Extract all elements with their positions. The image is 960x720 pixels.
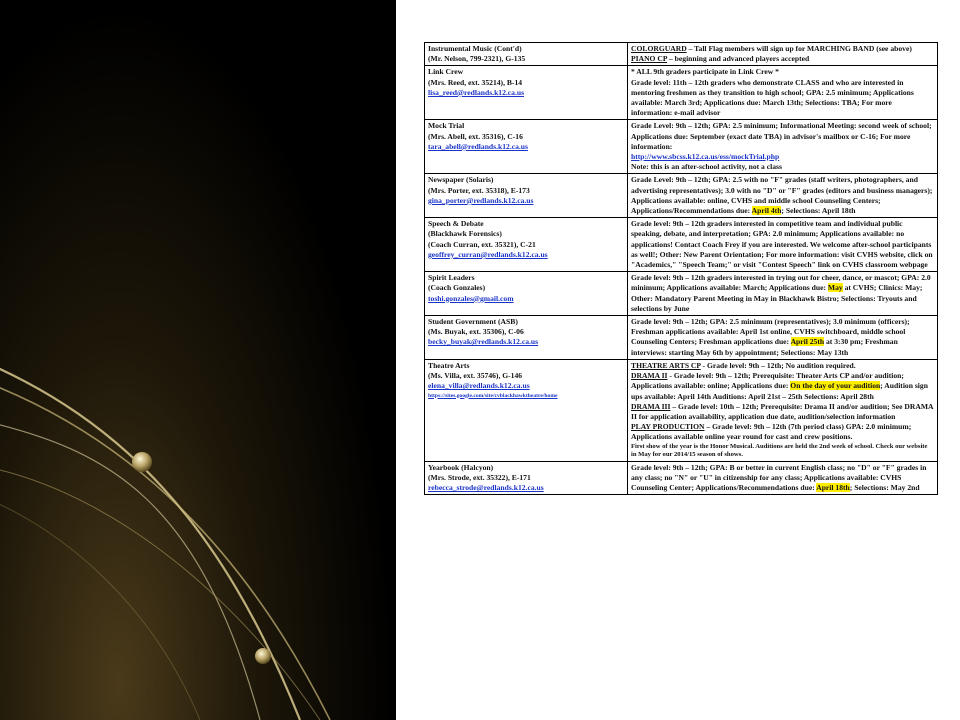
table-row	[425, 218, 938, 272]
activity-info-cell	[425, 43, 628, 66]
highlighted-date: April 25th	[790, 337, 825, 347]
highlighted-date: April 4th	[751, 206, 782, 216]
activity-details-cell	[628, 66, 938, 120]
table-row	[425, 316, 938, 360]
activity-name: Speech & Debate	[428, 219, 484, 229]
table-row	[425, 66, 938, 120]
activity-details-cell	[628, 120, 938, 174]
info-website-link[interactable]: http://www.sbcss.k12.ca.us/ess/mockTrial.php	[631, 152, 780, 162]
advisor-contact: (Mrs. Abell, ext. 35316), C-16	[428, 131, 523, 141]
activity-details-cell	[628, 272, 938, 316]
program-label: DRAMA II	[631, 371, 668, 381]
advisor-contact: (Mrs. Strode, ext. 35322), E-171	[428, 472, 531, 482]
advisor-email-link[interactable]: lisa_reed@redlands.k12.ca.us	[428, 87, 525, 97]
detail-text: ; Selections: May 2nd	[849, 483, 920, 493]
detail-text: ; Selections: April 18th	[781, 206, 856, 216]
activity-info-cell	[425, 359, 628, 461]
highlighted-date: On the day of your audition	[790, 381, 881, 391]
advisor-contact: (Mr. Nelson, 799-2321), G-135	[428, 54, 526, 64]
program-text: - Grade level: 9th – 12th; No audition required.	[700, 360, 856, 370]
program-label: PLAY PRODUCTION	[631, 422, 705, 432]
detail-text: * ALL 9th graders participate in Link Crew *	[631, 67, 779, 77]
program-label: COLORGUARD	[631, 44, 687, 53]
advisor-email-link[interactable]: becky_buyak@redlands.k12.ca.us	[428, 337, 539, 347]
advisor-contact: (Coach Gonzales)	[428, 283, 486, 293]
decorative-curves	[0, 0, 396, 720]
table-row	[425, 359, 938, 461]
activity-name: Theatre Arts	[428, 360, 470, 370]
activity-name: Yearbook (Halcyon)	[428, 462, 494, 472]
document-page	[396, 0, 960, 720]
detail-text: at 3:30 pm; Freshman interviews: starting May 6th by appointment; Selections: May 13th	[631, 337, 898, 357]
activity-info-cell	[425, 120, 628, 174]
note-text: Note: this is an after-school activity, not a class	[631, 162, 782, 172]
program-text: – Grade level: 9th – 12th (7th period class) GPA: 2.0 minimum; Applications available online year round for cast and crew positions.	[631, 422, 912, 442]
activity-info-cell	[425, 174, 628, 218]
activity-name: Newspaper (Solaris)	[428, 175, 494, 185]
program-text: - Grade level: 9th – 12th; Prerequisite: Theater Arts CP and/or audition; Applications available: online; Applications due:	[631, 371, 904, 391]
table-row	[425, 120, 938, 174]
detail-text: Grade level: 9th – 12th graders interested in trying out for cheer, dance, or mascot; GPA: 2.0 minimum; Applications available: March; Applications due:	[631, 273, 931, 293]
activity-info-cell	[425, 66, 628, 120]
table-row	[425, 43, 938, 66]
advisor-contact: (Mrs. Reed, ext. 35214), B-14	[428, 77, 523, 87]
advisor-email-link[interactable]: tara_abell@redlands.k12.ca.us	[428, 141, 528, 151]
highlighted-date: April 18th	[816, 483, 850, 493]
detail-text: Grade Level: 9th – 12th; GPA: 2.5 with no "F" grades (staff writers, photographers, and advertising representatives); 3.0 with no "D" or "F" grades (editors and business managers); Applications available: online, CVHS and middle school Counseling Centers; Applications/Recommendations due:	[631, 175, 933, 216]
activity-name: Instrumental Music (Cont'd)	[428, 44, 522, 53]
activity-details-cell	[628, 174, 938, 218]
advisor-contact: (Ms. Buyak, ext. 35306), C-06	[428, 327, 524, 337]
table-row	[425, 174, 938, 218]
program-text: – beginning and advanced players accepted	[667, 54, 810, 64]
theatre-website-link[interactable]: https://sites.google.com/site/cvblackhawktheatre/home	[428, 392, 558, 399]
activity-subname: (Blackhawk Forensics)	[428, 229, 502, 239]
advisor-email-link[interactable]: rebecca_strode@redlands.k12.ca.us	[428, 483, 544, 493]
activity-name: Spirit Leaders	[428, 273, 475, 283]
program-text: ; Audition sign ups available: April 14th Auditions: April 21st – 25th Selections: April 28th	[631, 381, 928, 401]
activity-info-cell	[425, 316, 628, 360]
decorative-background-panel	[0, 0, 396, 720]
activity-name: Student Government (ASB)	[428, 317, 518, 327]
activity-info-cell	[425, 272, 628, 316]
program-text: – Tall Flag members will sign up for MARCHING BAND (see above)	[686, 44, 912, 53]
activity-details-cell	[628, 359, 938, 461]
program-text: – Grade level: 10th – 12th; Prerequisite: Drama II and/or audition; See DRAMA II for application availability, application due date, audition/selection information	[631, 401, 934, 421]
activity-details-cell	[628, 461, 938, 495]
advisor-contact: (Coach Curran, ext. 35321), C-21	[428, 239, 536, 249]
program-label: THEATRE ARTS CP	[631, 360, 701, 370]
program-label: PIANO CP	[631, 54, 668, 64]
detail-text: at CVHS; Clinics: May; Other: Mandatory Parent Meeting in May in Blackhawk Bistro; Selections: Tryouts and selections by June	[631, 283, 923, 313]
activity-info-cell	[425, 218, 628, 272]
activity-info-cell	[425, 461, 628, 495]
activity-details-cell	[628, 218, 938, 272]
table-row	[425, 272, 938, 316]
detail-text: Grade Level: 9th – 12th; GPA: 2.5 minimum; Informational Meeting: second week of school; Applications due: September (exact date TBA) in advisor's mailbox or C-16; For more information:	[631, 121, 932, 151]
advisor-email-link[interactable]: geoffrey_curran@redlands.k12.ca.us	[428, 249, 548, 259]
highlighted-date: May	[827, 283, 843, 293]
advisor-email-link[interactable]: elena_villa@redlands.k12.ca.us	[428, 381, 530, 391]
advisor-email-link[interactable]: gina_porter@redlands.k12.ca.us	[428, 195, 534, 205]
activity-name: Mock Trial	[428, 121, 465, 131]
activity-details-cell	[628, 43, 938, 66]
table-row	[425, 461, 938, 495]
detail-text: Grade level: 9th – 12th graders interested in competitive team and individual public speaking, debate, and interpretation; GPA: 2.0 minimum; Applications available: no applications! Contact Coach Frey if you are interested. We welcome after-school participants as well!; Other: New Parent Orientation; For more information: visit CVHS website, click on "Academics," "Speech Team;" or visit "Contest Speech" link on CVHS classroom webpage	[631, 219, 933, 270]
activities-table	[424, 42, 938, 495]
detail-text: Grade level: 9th – 12th; GPA: B or better in current English class; no "D" or "F" grades in any class; no "N" or "U" in citizenship for any class; Applications available: CVHS Counseling Center; Applications/Recommendations due:	[631, 462, 927, 493]
activity-name: Link Crew	[428, 67, 464, 77]
advisor-contact: (Mrs. Porter, ext. 35318), E-173	[428, 185, 530, 195]
detail-text: Grade level: 9th – 12th; GPA: 2.5 minimum (representatives); 3.0 minimum (officers); Freshman applications available: April 1st online, CVHS switchboard, middle school Counseling Centers; Freshman applications due:	[631, 317, 910, 347]
program-label: DRAMA III	[631, 401, 671, 411]
detail-text: Grade level: 11th – 12th graders who demonstrate CLASS and who are interested in mentoring freshmen as they transition to high school; GPA: 2.5 minimum; Applications available: March 3rd; Applications due: March 13th; Selections: TBA; For more information: e-mail advisor	[631, 77, 914, 118]
advisor-contact: (Ms. Villa, ext. 35746), G-146	[428, 371, 523, 381]
activity-details-cell	[628, 316, 938, 360]
pearl-ornament	[132, 452, 152, 472]
advisor-email-link[interactable]: toshi.gonzales@gmail.com	[428, 293, 514, 303]
theatre-footer-note: First show of the year is the Honor Musical. Auditions are held the 2nd week of school. Check our website in May for our 2014/15 season of shows.	[631, 442, 928, 459]
pearl-ornament	[255, 648, 271, 664]
